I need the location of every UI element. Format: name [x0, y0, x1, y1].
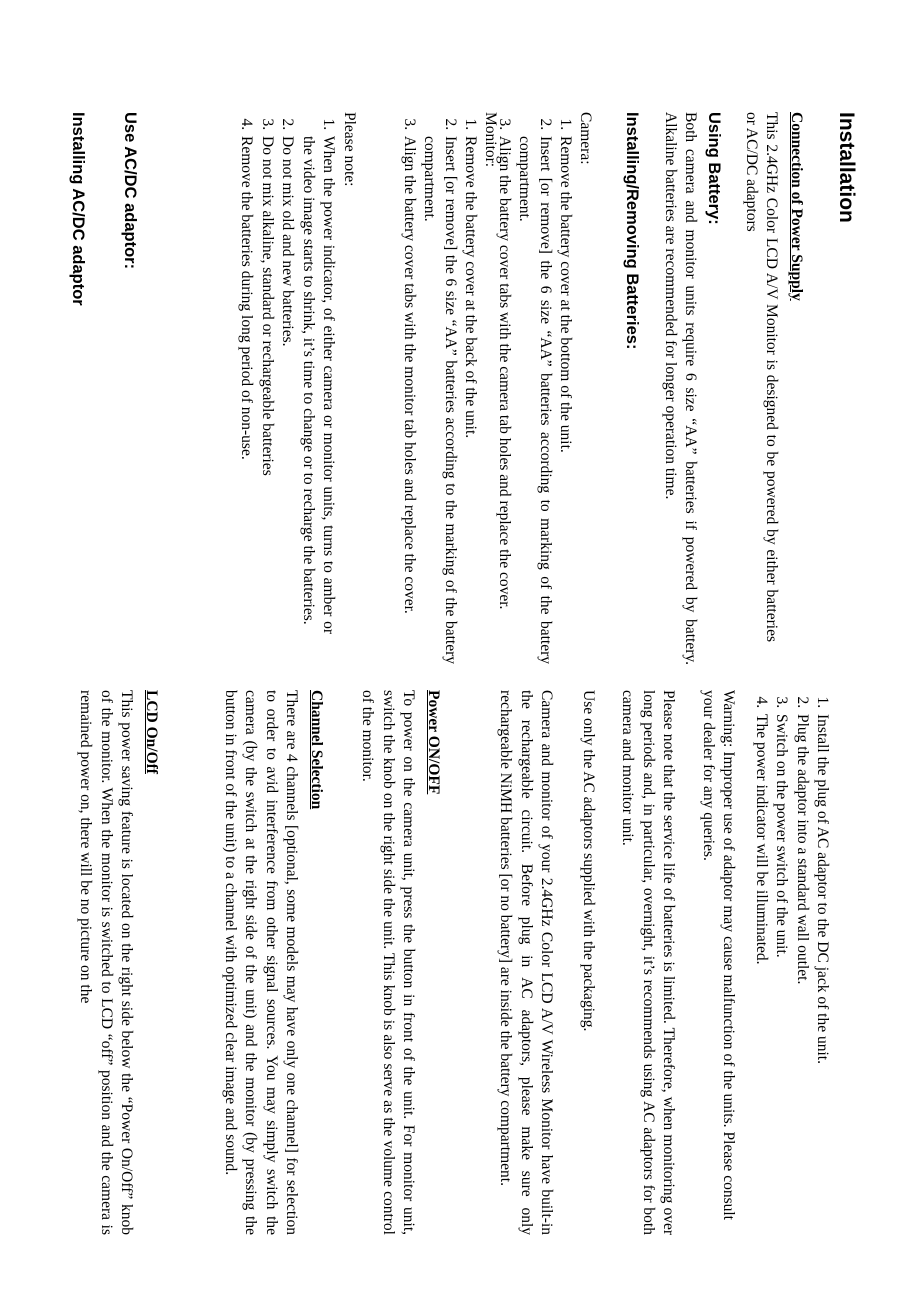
lcd-onoff-heading: LCD On/Off — [143, 690, 160, 774]
channel-selection-heading: Channel Selection — [308, 690, 325, 810]
channel-selection-text: There are 4 channels [optional, some models may have only one channel] for selection to order to avid interference from other signal sources. You may simply switch the camera (by the switch at the right side of the unit) and the monitor (by pressing the button in front of the unit) to a channel with optimized clear image and sound. — [221, 690, 300, 1235]
warning-text: Warning: Improper use of adaptor may cause malfunction of the units. Please consult your dealer for any queries. — [699, 690, 737, 1220]
list-item: 3. Switch on the power switch of the unit. — [771, 712, 791, 1212]
list-item: 1. Remove the battery cover at the back of the unit. — [460, 134, 480, 664]
use-only-text: Use only the AC adaptors supplied with the packaging. — [580, 690, 597, 1032]
power-supply-heading: Connection of Power Supply — [788, 112, 805, 301]
lcd-onoff-text: This power saving feature is located on the right side below the “Power On/Off” knob of the monitor. When the monitor is switched to LCD “off” position and the camera is remained power on, there will be no picture on the — [77, 690, 135, 1235]
camera-steps — [493, 112, 575, 664]
list-item: 2. Do not mix old and new batteries. — [277, 134, 297, 634]
service-life-text: Please note that the service life of batteries is limited. Therefore, when monitoring over long periods and, in particular, overnight, it’s recommends using AC adaptors for both camera and monitor unit. — [619, 690, 677, 1235]
list-item: 1. When the power indicator, of either camera or monitor units, turns to amber or the video image starts to shrink, it’s time to change or to recharge the batteries. — [297, 134, 338, 634]
list-item: 2. Plug the adaptor into a standard wall outlet. — [791, 712, 811, 1212]
monitor-steps — [398, 112, 480, 664]
power-onoff-text: To power on the camera unit, press the button in front of the unit. For monitor unit, switch the knob on the right side the unit. This knob is also serve as the volume control of the monitor. — [359, 690, 417, 1235]
notes-label: Please note: — [341, 112, 358, 187]
rechargeable-text: Camera and monitor of your 2.4GHz Color LCD A/V Wireless Monitor have built-in the rechargeable circuit. Before plug in AC adaptors, please make sure only rechargeable NiMH batteries [or no battery] are inside the battery compartment. — [497, 690, 555, 1235]
page-title: Installation — [835, 112, 858, 223]
camera-label: Camera: — [577, 112, 594, 165]
adaptor-steps — [750, 690, 832, 1212]
power-supply-intro: This 2.4GHz Color LCD A/V Monitor is designed to be powered by either batteries or AC/DC adaptors — [742, 112, 780, 642]
list-item: 3. Do not mix alkaline, standard or rechargeable batteries — [256, 134, 276, 634]
notes-list — [236, 112, 338, 634]
installing-adaptor-heading: Installing AC/DC adaptor — [69, 112, 87, 306]
list-item: 3. Align the battery cover tabs with the monitor tab holes and replace the cover. — [398, 134, 418, 664]
list-item: 2. Insert [or remove] the 6 size “AA” batteries according to the marking of the battery compartment. — [419, 134, 460, 664]
power-onoff-heading: Power ON/OFF — [425, 690, 442, 795]
installing-batteries-heading: Installing/Removing Batteries: — [623, 112, 641, 350]
list-item: 4. The power indicator will be illuminated. — [750, 712, 770, 1212]
list-item: 1. Install the plug of AC adaptor to the DC jack of the unit. — [812, 712, 832, 1212]
using-battery-heading: Using Battery: — [705, 112, 723, 225]
list-item: 3. Align the battery cover tabs with the camera tab holes and replace the cover. — [493, 134, 513, 664]
list-item: 2. Insert [or remove] the 6 size “AA” batteries according to marking of the battery compartment. — [514, 134, 555, 664]
list-item: 4. Remove the batteries during long period of non-use. — [236, 134, 256, 634]
list-item: 1. Remove the battery cover at the bottom of the unit. — [555, 134, 575, 664]
monitor-label: Monitor: — [482, 112, 499, 168]
use-adaptor-heading: Use AC/DC adaptor: — [121, 112, 139, 270]
using-battery-text: Both camera and monitor units require 6 size “AA” batteries if powered by battery. Alkaline batteries are recommended for longer operation time. — [661, 112, 699, 665]
